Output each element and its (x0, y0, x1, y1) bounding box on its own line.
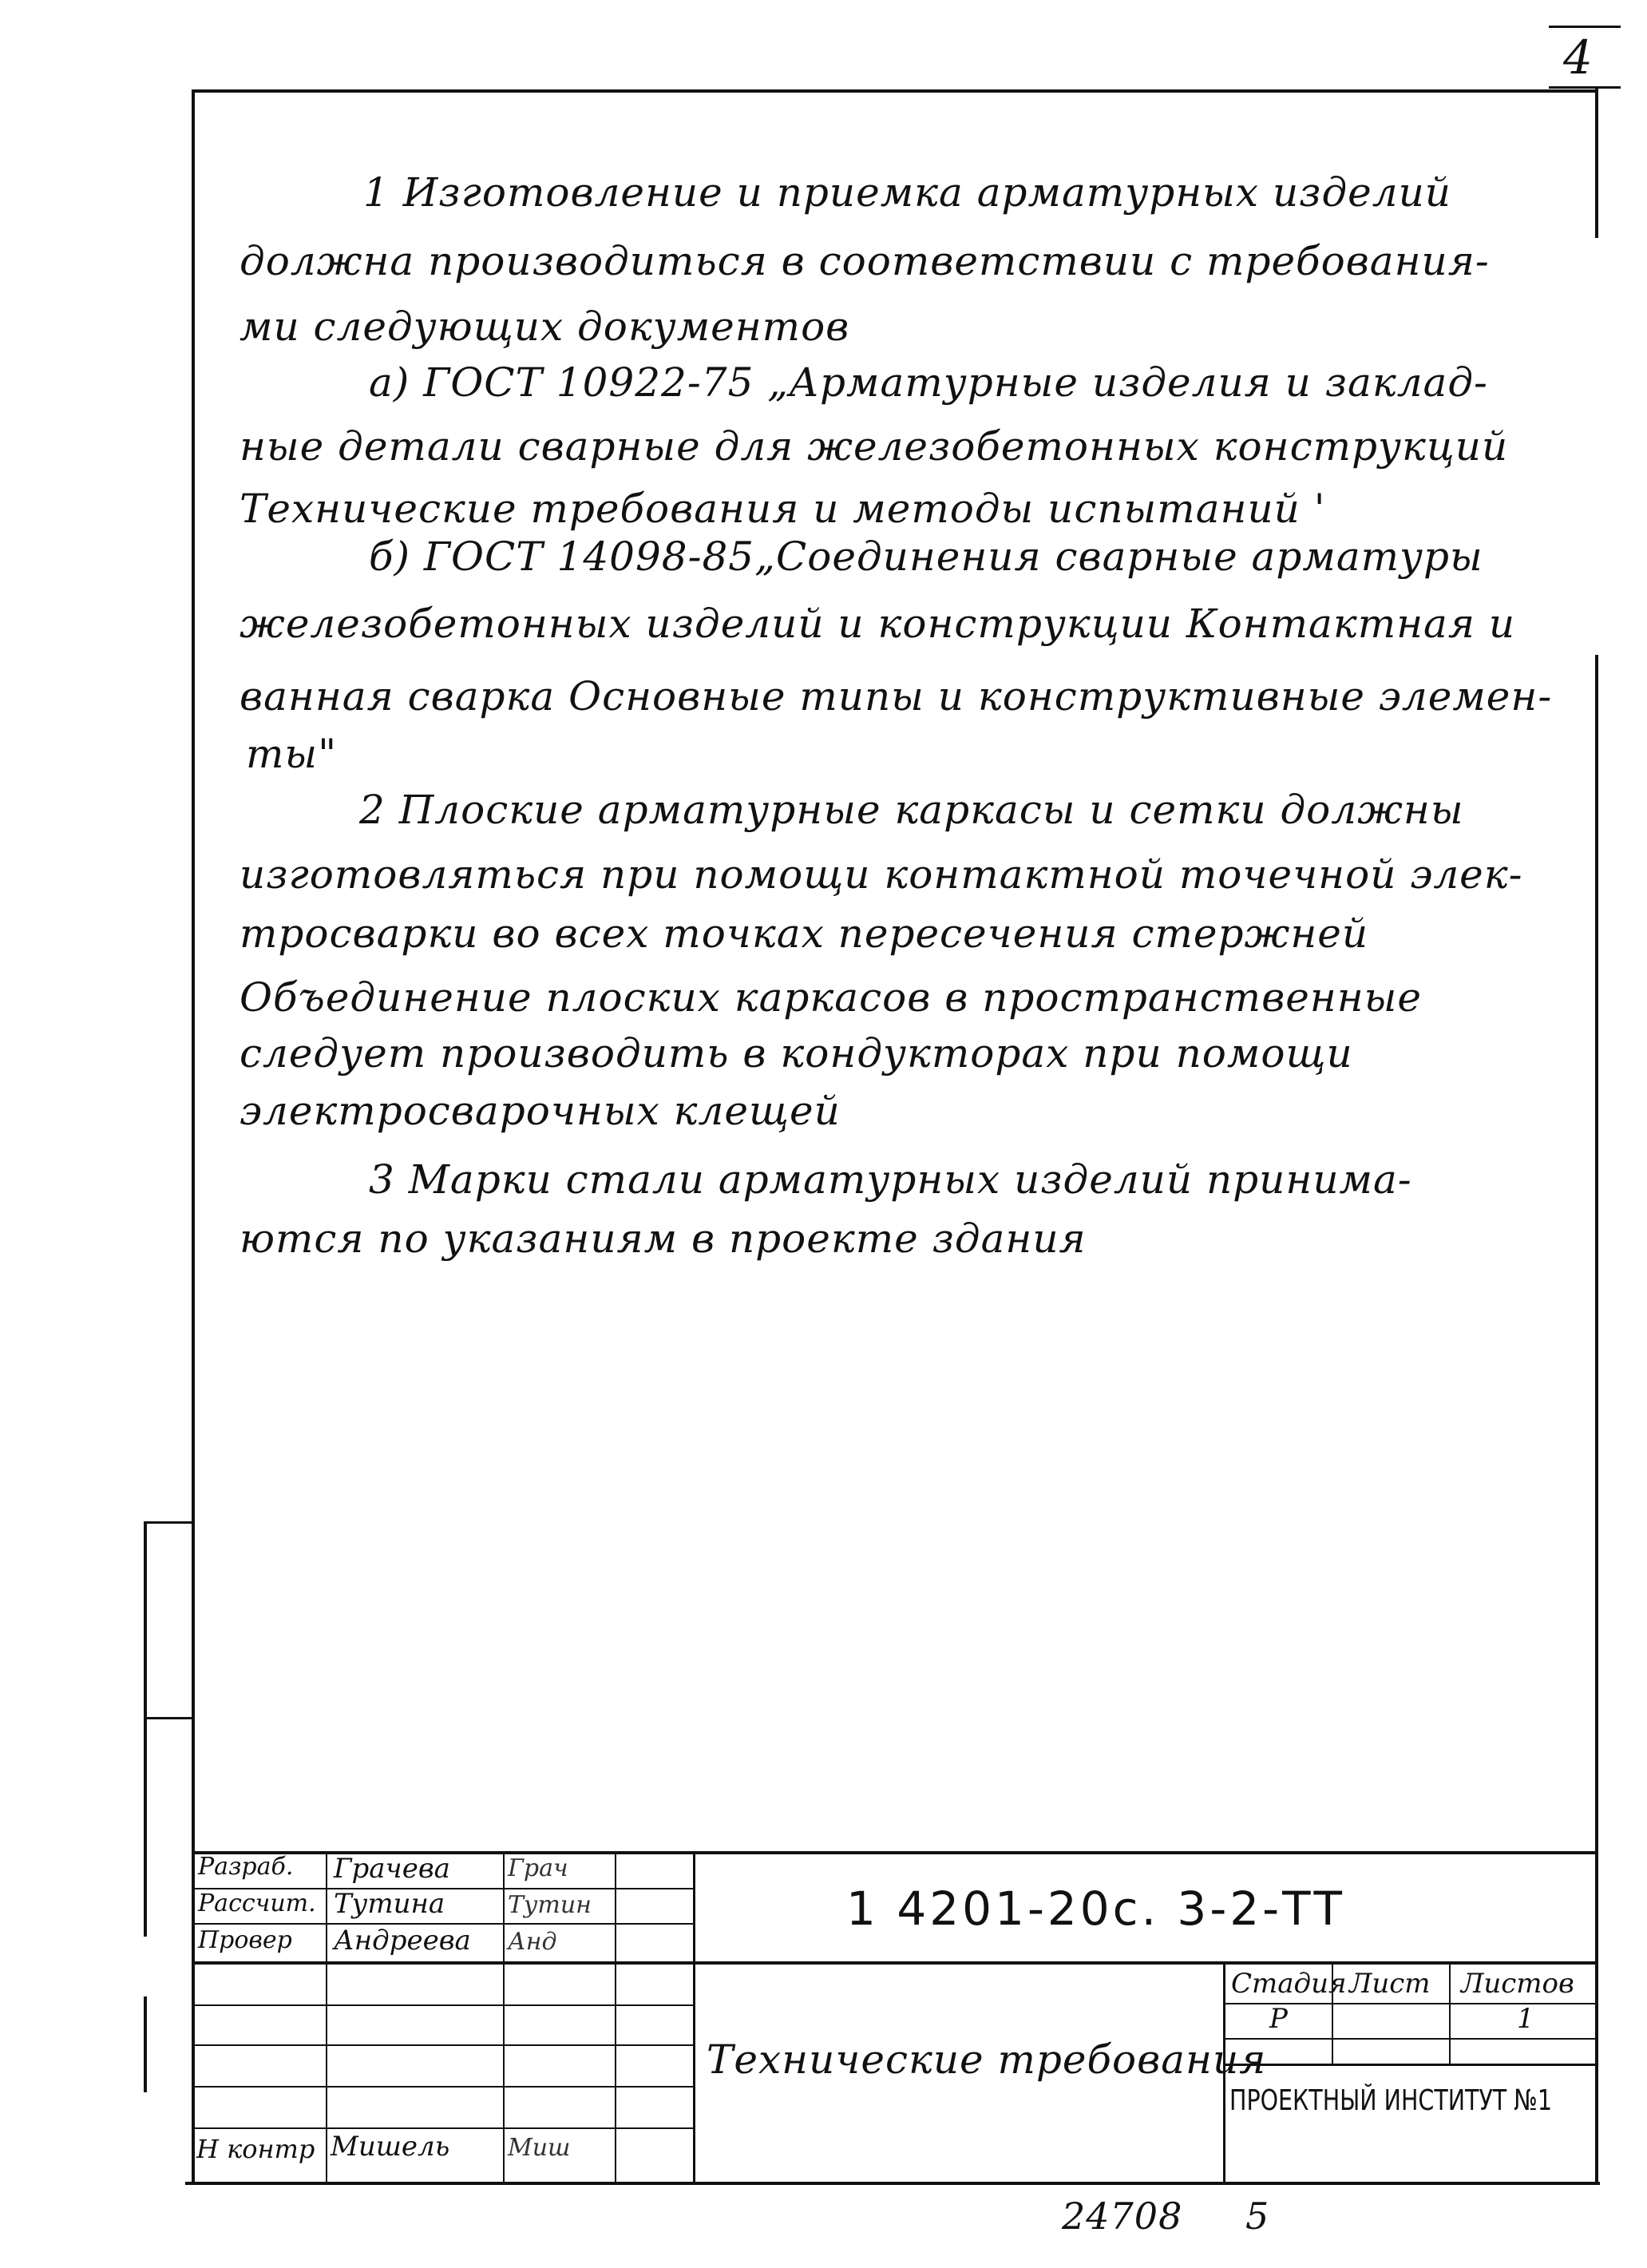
page-number-box-bottom (1549, 86, 1621, 89)
body-line-4: а) ГОСТ 10922-75 „Арматурные изделия и заклад- (369, 359, 1488, 406)
body-line-10: ты" (246, 731, 338, 777)
tb-row-line-7 (192, 2127, 695, 2129)
sheets-label: Листов (1461, 1968, 1574, 2000)
body-line-11: 2 Плоские арматурные каркасы и сетки должны (359, 787, 1464, 833)
tb-sign-7: Миш (508, 2134, 571, 2162)
body-line-17: 3 Марки стали арматурных изделий принима- (369, 1156, 1412, 1203)
tb-name-7: Мишель (331, 2131, 450, 2163)
tb-role-2: Рассчит. (198, 1889, 316, 1917)
tb-row-line-6 (192, 2086, 695, 2088)
tb-sign-1: Грач (508, 1854, 568, 1882)
tb-col-line-1 (326, 1851, 327, 2183)
tb-col-line-7 (1449, 1963, 1451, 2065)
tb-sign-2: Тутин (508, 1891, 592, 1919)
body-line-5: ные детали сварные для железобетонных конструкций (240, 423, 1509, 470)
page-number-box-right (1595, 86, 1598, 238)
tb-name-1: Грачева (334, 1853, 450, 1885)
stage-value: Р (1269, 2003, 1288, 2035)
tb-role-1: Разраб. (198, 1853, 294, 1881)
tb-name-2: Тутина (334, 1888, 445, 1920)
tb-col-line-4 (693, 1851, 695, 2183)
binding-margin-top (144, 1521, 193, 1524)
frame-left (192, 89, 195, 2183)
document-title: Технические требования (707, 2036, 1267, 2083)
tb-row-line-3 (192, 1961, 1598, 1965)
sheet-label: Лист (1349, 1968, 1431, 2000)
binding-margin-mid (144, 1717, 193, 1719)
tb-row-line-4 (192, 2004, 695, 2006)
format-number: 5 (1245, 2195, 1270, 2238)
stage-label: Стадия (1231, 1968, 1347, 2000)
page-number: 4 (1563, 30, 1594, 85)
document-code: 1 4201-20с. 3-2-ТТ (846, 1881, 1345, 1936)
tb-sign-3: Анд (508, 1928, 557, 1956)
body-line-8: железобетонных изделий и конструкции Контактная и (240, 601, 1516, 647)
binding-margin-stub (144, 1996, 147, 2092)
frame-right (1595, 655, 1598, 2183)
frame-bottom (185, 2182, 1600, 2185)
body-line-18: ются по указаниям в проекте здания (240, 1215, 1087, 1262)
page-number-box-top (1549, 26, 1621, 28)
frame-top (192, 89, 1598, 93)
body-line-6: Технические требования и методы испытаний ' (240, 486, 1326, 532)
tb-role-7: Н контр (196, 2134, 315, 2164)
tb-role-3: Провер (198, 1926, 292, 1954)
body-line-16: электросварочных клещей (240, 1088, 841, 1134)
tb-stage-line-3 (1225, 2064, 1598, 2066)
body-line-15: следует производить в кондукторах при помощи (240, 1030, 1353, 1077)
body-line-1: 1 Изготовление и приемка арматурных изделий (363, 169, 1451, 216)
inventory-number: 24708 (1062, 2195, 1183, 2238)
body-line-12: изготовляться при помощи контактной точечной элек- (240, 851, 1523, 898)
body-line-14: Объединение плоских каркасов в пространственные (240, 974, 1422, 1021)
tb-stage-line-2 (1225, 2038, 1598, 2040)
tb-name-3: Андреева (334, 1925, 471, 1957)
tb-col-line-3 (615, 1851, 616, 2183)
body-line-7: б) ГОСТ 14098-85„Соединения сварные арматуры (369, 533, 1483, 580)
body-line-9: ванная сварка Основные типы и конструктивные элемен- (240, 673, 1553, 720)
binding-margin-left (144, 1521, 147, 1937)
tb-col-line-2 (503, 1851, 505, 2183)
body-line-13: тросварки во всех точках пересечения стержней (240, 910, 1369, 957)
body-line-2: должна производиться в соответствии с требования- (240, 238, 1490, 284)
body-line-3: ми следующих документов (240, 303, 850, 350)
organization-name: ПРОЕКТНЫЙ ИНСТИТУТ №1 (1229, 2084, 1553, 2117)
sheets-value: 1 (1517, 2003, 1534, 2035)
tb-row-line-5 (192, 2044, 695, 2046)
